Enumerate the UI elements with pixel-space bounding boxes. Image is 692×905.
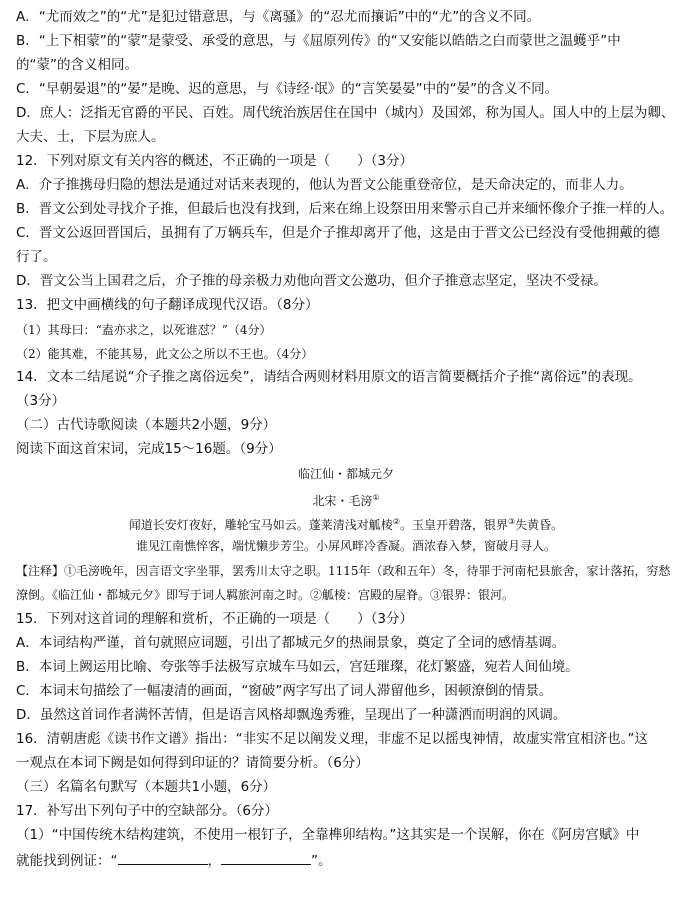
option-12c: C．晋文公返回晋国后，虽拥有了万辆兵车，但是介子推却离开了他，这是由于晋文公已经没有受他拥戴的德 bbox=[16, 225, 660, 241]
question-17-part1-cont: 就能找到例证：“ ， ”。 bbox=[16, 850, 682, 870]
question-13-part1: （1）其母曰：“盍亦求之，以死谁怼？”（4分） bbox=[16, 323, 272, 337]
question-13-part2: （2）能其难，不能其易，此文公之所以不王也。（4分） bbox=[16, 347, 314, 361]
question-16: 16．清朝唐彪《读书作文谱》指出：“非实不足以阐发义理，非虚不足以摇曳神情，故虚实常宜相济也。”这 bbox=[16, 731, 648, 747]
answer-blank-1[interactable] bbox=[118, 850, 208, 865]
option-15d: D．虽然这首词作者满怀苦情，但是语言风格却飘逸秀雅，呈现出了一种潇洒而明润的风调。 bbox=[16, 707, 567, 723]
option-12c-cont: 行了。 bbox=[16, 249, 57, 265]
option-12b: B．晋文公到处寻找介子推，但最后也没有找到，后来在绵上设祭田用来警示自己并来缅怀像介子推一样的人。 bbox=[16, 201, 674, 217]
option-11d: D．庶人：泛指无官爵的平民、百姓。周代统治族居住在国中（城内）及国郊，称为国人。国人中的上层为卿、 bbox=[16, 105, 675, 121]
poem-line-2: 谁见江南憔悴客，端忧懒步芳尘。小屏风畔冷香凝。酒浓春入梦，窗破月寻人。 bbox=[135, 539, 556, 553]
option-15b: B．本词上阙运用比喻、夸张等手法极写京城车马如云，宫廷璀璨，花灯繁盛，宛若人间仙境。 bbox=[16, 659, 579, 675]
section-poetry-heading: （二）古代诗歌阅读（本题共2小题，9分） bbox=[16, 417, 277, 433]
answer-blank-2[interactable] bbox=[221, 850, 311, 865]
option-11c: C．“早朝晏退”的“晏”是晚、迟的意思，与《诗经·氓》的“言笑晏晏”中的“晏”的含义不同。 bbox=[16, 81, 559, 97]
question-13: 13．把文中画横线的句子翻译成现代汉语。（8分） bbox=[16, 297, 319, 313]
option-15c: C．本词末句描绘了一幅凄清的画面，“窗破”两字写出了词人滞留他乡，困顿潦倒的情景。 bbox=[16, 683, 553, 699]
section-recitation-heading: （三）名篇名句默写（本题共1小题，6分） bbox=[16, 779, 277, 795]
option-11b-cont: 的“蒙”的含义相同。 bbox=[16, 57, 138, 73]
question-17: 17．补写出下列句子中的空缺部分。（6分） bbox=[16, 803, 279, 819]
option-12d: D．晋文公当上国君之后，介子推的母亲极力劝他向晋文公邀功，但介子推意志坚定，坚决不受禄。 bbox=[16, 273, 607, 289]
poetry-instruction: 阅读下面这首宋词，完成15～16题。（9分） bbox=[16, 441, 282, 457]
option-11a: A．“尤而效之”的“尤”是犯过错意思，与《离骚》的“忍尤而攘诟”中的“尤”的含义不同。 bbox=[16, 9, 541, 25]
option-11d-cont: 大夫、士，下层为庶人。 bbox=[16, 129, 165, 145]
poem-title: 临江仙・都城元夕 bbox=[297, 467, 394, 481]
question-17-part1: （1）“中国传统木结构建筑，不使用一根钉子，全靠榫卯结构。”这其实是一个误解，你在《阿房宫赋》中 bbox=[16, 827, 640, 843]
option-15a: A．本词结构严谨，首句就照应词题，引出了都城元夕的热闹景象，奠定了全词的感情基调。 bbox=[16, 635, 566, 651]
question-12: 12．下列对原文有关内容的概述，不正确的一项是（ ）（3分） bbox=[16, 153, 414, 169]
option-12a: A．介子推携母归隐的想法是通过对话来表现的，他认为晋文公能重登帝位，是天命决定的，而非人力。 bbox=[16, 177, 633, 193]
poem-author: 北宋・毛滂① bbox=[312, 493, 380, 508]
poem-notes: 【注释】①毛滂晚年，因言语文字坐罪，罢秀川太守之职。1115年（政和五年）冬，待罪于河南杞县旅舍，家计落拓，穷愁潦倒。《临江仙・都城元夕》即写于词人羁旅河南之时。②觚棱：宫殿的屋脊。③银界：银河。 bbox=[16, 564, 671, 602]
question-14-cont: （3分） bbox=[16, 393, 66, 409]
question-16-cont: 一观点在本词下阙是如何得到印证的？请简要分析。（6分） bbox=[16, 755, 369, 771]
option-11b: B．“上下相蒙”的“蒙”是蒙受、承受的意思，与《屈原列传》的“又安能以皓皓之白而蒙世之温蠖乎”中 bbox=[16, 33, 621, 49]
question-15: 15．下列对这首词的理解和赏析，不正确的一项是（ ）（3分） bbox=[16, 611, 414, 627]
poem-line-1: 闻道长安灯夜好，雕轮宝马如云。蓬莱清浅对觚棱②。玉皇开碧落，银界③失黄昏。 bbox=[128, 517, 564, 532]
question-14: 14．文本二结尾说“介子推之离俗远矣”，请结合两则材料用原文的语言简要概括介子推“离俗远”的表现。 bbox=[16, 369, 642, 385]
